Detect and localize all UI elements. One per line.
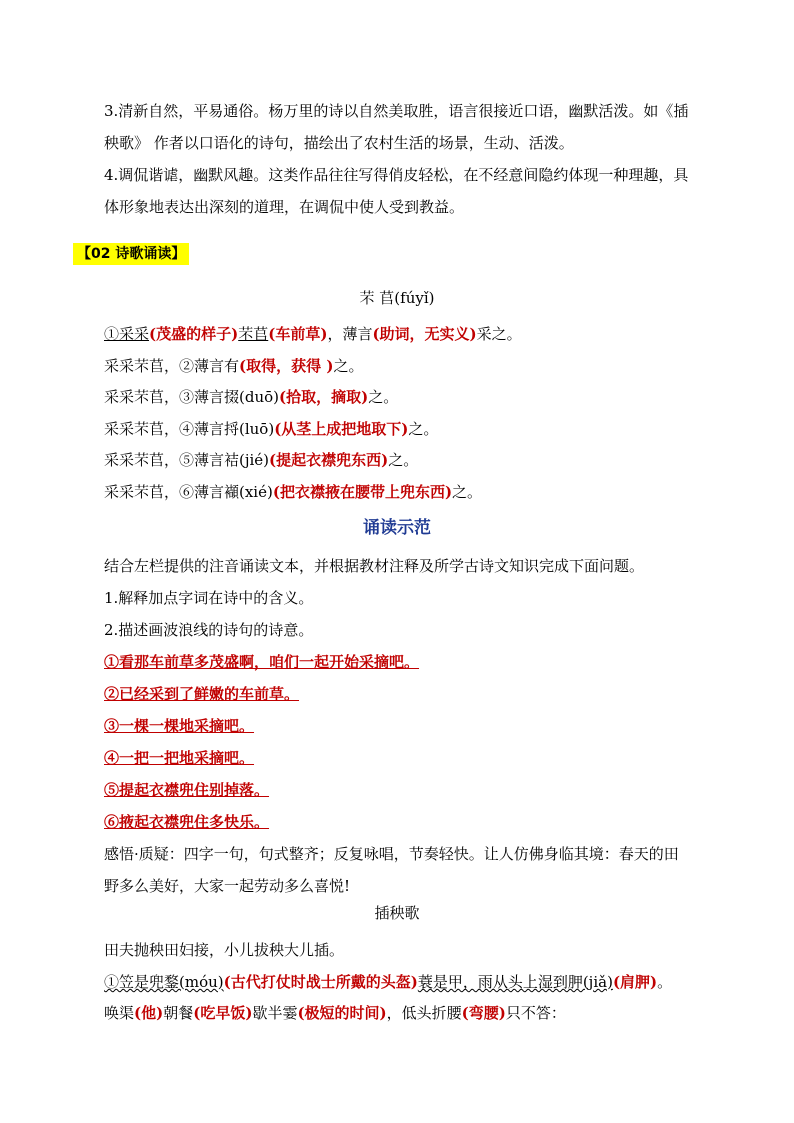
- poem-2-line-1: 田夫抛秧田妇接，小儿拔秧大儿插。: [104, 941, 345, 959]
- poem-1-line-6: [104, 476, 724, 508]
- poem-2-line-3: [104, 997, 724, 1029]
- poem-text: 只不答：: [505, 1004, 566, 1022]
- poem-text: ①笠是兜鍪(móu): [104, 973, 224, 991]
- poem-text: 之。: [388, 451, 419, 469]
- instruction: 结合左栏提供的注音诵读文本，并根据教材注释及所学古诗文知识完成下面问题。: [104, 557, 645, 575]
- poem-text: 采采芣苢，③薄言掇(duō): [104, 388, 279, 406]
- poem-text: 唤渠: [104, 1004, 135, 1022]
- annotation: (古代打仗时战士所戴的头盔): [223, 973, 418, 991]
- annotation: (车前草): [268, 325, 328, 343]
- poem-1-line-4: [104, 413, 724, 445]
- poem-2-title: 插秧歌: [374, 904, 420, 922]
- poem-text: 芣苢: [238, 325, 269, 343]
- annotation: (极短的时间): [297, 1004, 387, 1022]
- poem-text: 朝餐: [163, 1004, 194, 1022]
- annotation: (茂盛的样子): [149, 325, 239, 343]
- poem-text: 蓑是甲，雨从头上湿到胛(jiǎ): [417, 973, 613, 991]
- annotation: (他): [134, 1004, 164, 1022]
- annotation: (弯腰): [461, 1004, 506, 1022]
- paragraph-4-line-2: 体形象地表达出深刻的道理，在调侃中使人受到教益。: [104, 198, 465, 216]
- paragraph-3-line-2: 秧歌》 作者以口语化的诗句，描绘出了农村生活的场景，生动、活泼。: [104, 134, 574, 152]
- paragraph-4-line-1: 4.调侃谐谑，幽默风趣。这类作品往往写得俏皮轻松，在不经意间隐约体现一种理趣，具: [104, 166, 689, 184]
- question-2: 2.描述画波浪线的诗句的诗意。: [104, 621, 314, 639]
- poem-1-line-3: [104, 381, 724, 413]
- answer-4: ④一把一把地采摘吧。: [104, 749, 255, 767]
- poem-text: 采之。: [476, 325, 522, 343]
- poem-text: ①采采: [104, 325, 150, 343]
- poem-text: ，低头折腰: [386, 1004, 462, 1022]
- poem-1-line-2: [104, 350, 724, 382]
- answer-1: ①看那车前草多茂盛啊，咱们一起开始采摘吧。: [104, 653, 420, 671]
- answer-6: ⑥掖起衣襟兜住多快乐。: [104, 813, 270, 831]
- poem-text: 歇半霎: [252, 1004, 298, 1022]
- answer-3: ③一棵一棵地采摘吧。: [104, 717, 255, 735]
- paragraph-3-line-1: 3.清新自然，平易通俗。杨万里的诗以自然美取胜，语言很接近口语，幽默活泼。如《插: [104, 102, 689, 120]
- poem-text: 采采芣苢，⑥薄言襭(xié): [104, 483, 273, 501]
- reflection-line-1: 感悟·质疑：四字一句，句式整齐；反复咏唱，节奏轻快。让人仿佛身临其境：春天的田: [104, 845, 679, 863]
- annotation: (肩胛): [612, 973, 658, 991]
- reflection-line-2: 野多么美好，大家一起劳动多么喜悦!: [104, 877, 351, 895]
- poem-text: 之。: [333, 357, 364, 375]
- poem-2-line-2: [104, 966, 724, 998]
- annotation: (提起衣襟兜东西): [269, 451, 389, 469]
- poem-1-line-5: [104, 444, 724, 476]
- poem-1-line-1: [104, 318, 724, 350]
- poem-text: 采采芣苢，④薄言捋(luō): [104, 420, 275, 438]
- demo-heading: 诵读示范: [363, 518, 431, 538]
- answer-2: ②已经采到了鲜嫩的车前草。: [104, 685, 300, 703]
- poem-text: 之。: [368, 388, 399, 406]
- annotation: (助词，无实义): [372, 325, 477, 343]
- annotation: (拾取，摘取): [279, 388, 369, 406]
- poem-1-title: 芣 苢(fúyǐ): [359, 289, 435, 307]
- poem-text: ，薄言: [327, 325, 373, 343]
- annotation: (把衣襟掖在腰带上兜东西): [272, 483, 453, 501]
- answer-5: ⑤提起衣襟兜住别掉落。: [104, 781, 270, 799]
- annotation: (从茎上成把地取下): [274, 420, 409, 438]
- annotation: (取得，获得 ): [239, 357, 334, 375]
- poem-text: 之。: [408, 420, 439, 438]
- annotation: (吃早饭): [193, 1004, 253, 1022]
- section-tag: 【02 诗歌诵读】: [73, 243, 189, 265]
- poem-text: 采采芣苢，②薄言有: [104, 357, 240, 375]
- question-1: 1.解释加点字词在诗中的含义。: [104, 589, 314, 607]
- poem-text: 。: [657, 973, 673, 991]
- poem-text: 采采芣苢，⑤薄言袺(jié): [104, 451, 270, 469]
- poem-text: 之。: [452, 483, 483, 501]
